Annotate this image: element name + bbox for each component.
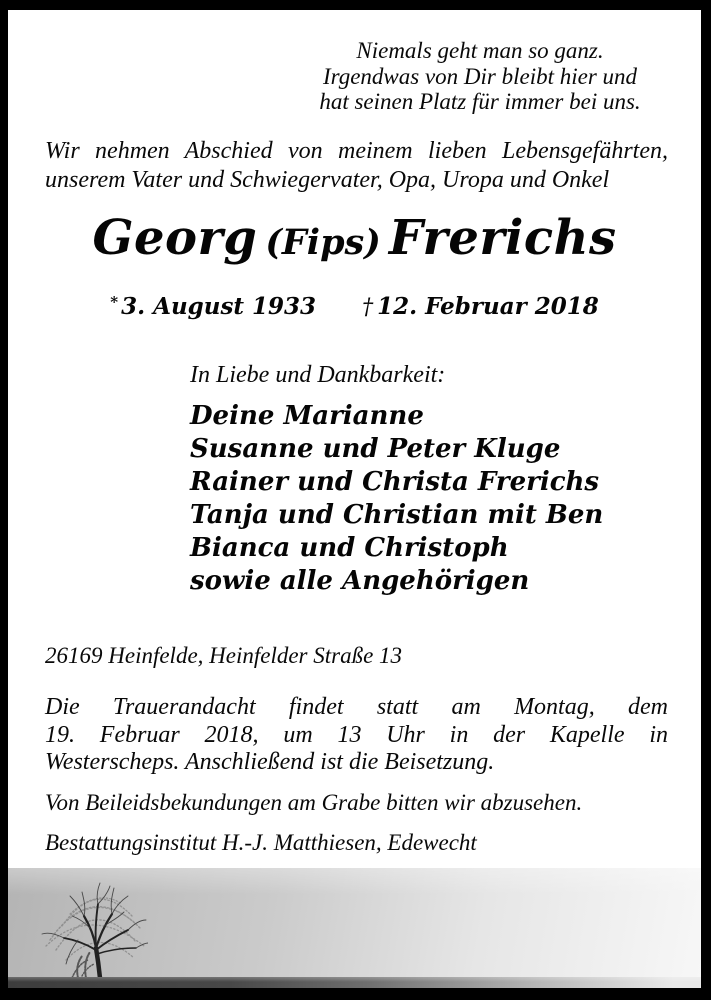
condolence-note: Von Beileidsbekundungen am Grabe bitten wir abzusehen.: [45, 790, 583, 815]
death-date: 12. Februar 2018: [377, 293, 599, 320]
mourner-line: Tanja und Christian mit Ben: [190, 500, 604, 530]
obituary-paper: [8, 10, 701, 988]
mourners-list: [190, 400, 603, 598]
opening-verse: [291, 38, 669, 115]
farewell-intro-line: Wir nehmen Abschied von meinem lieben Lebensgefährten,: [45, 138, 668, 164]
birth-date: 3. August 1933: [121, 293, 317, 320]
family-address: 26169 Heinfelde, Heinfelder Straße 13: [45, 643, 403, 668]
deceased-last-name: Frerichs: [388, 210, 617, 266]
farewell-intro-line: unserem Vater und Schwiegervater, Opa, Uropa und Onkel: [45, 167, 610, 193]
deceased-name: [8, 211, 701, 270]
memorial-photo: [8, 868, 701, 988]
death-symbol: †: [362, 295, 374, 320]
mourner-line: Deine Marianne: [190, 401, 424, 431]
bare-tree-illustration: [34, 878, 148, 978]
service-details: [45, 694, 668, 777]
mourner-line: Bianca und Christoph: [190, 533, 509, 563]
life-dates: [8, 293, 701, 320]
opening-verse-line: hat seinen Platz für immer bei uns.: [319, 89, 641, 114]
funeral-home-credit: Bestattungsinstitut H.-J. Matthiesen, Edewecht: [45, 830, 477, 855]
mourner-line: sowie alle Angehörigen: [190, 566, 530, 596]
service-details-line: Die Trauerandacht findet statt am Montag, dem: [45, 694, 668, 720]
service-details-line: 19. Februar 2018, um 13 Uhr in der Kapelle in: [45, 721, 668, 748]
birth-symbol: *: [110, 293, 119, 311]
deceased-nickname: (Fips): [265, 222, 381, 263]
opening-verse-line: Irgendwas von Dir bleibt hier und: [322, 63, 638, 89]
salutation: In Liebe und Dankbarkeit:: [190, 362, 446, 388]
deceased-first-name: Georg: [92, 210, 258, 266]
farewell-intro: [45, 137, 668, 195]
service-details-line: Westerscheps. Anschließend ist die Beisetzung.: [45, 749, 495, 775]
opening-verse-line: Niemals geht man so ganz.: [356, 38, 604, 63]
mourner-line: Rainer und Christa Frerichs: [190, 467, 600, 497]
mourner-line: Susanne und Peter Kluge: [190, 434, 561, 464]
ground-strip: [8, 977, 701, 988]
birth-date-group: [110, 293, 316, 320]
death-date-group: [362, 293, 599, 320]
